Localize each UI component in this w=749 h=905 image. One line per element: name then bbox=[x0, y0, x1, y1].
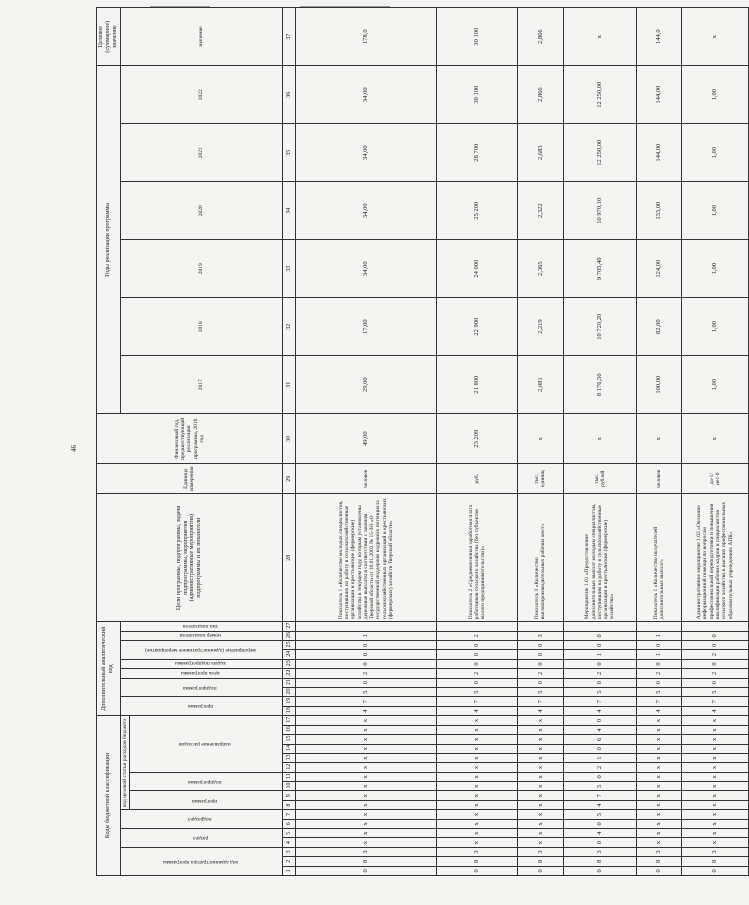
column-number: 36 bbox=[282, 66, 295, 124]
code-cell: 5 bbox=[563, 782, 636, 791]
unit-cell: человек bbox=[295, 464, 436, 494]
code-cell: х bbox=[517, 763, 563, 772]
target-value: 2,866 bbox=[517, 8, 563, 66]
previous-year-value: х bbox=[681, 414, 748, 464]
code-cell: 5 bbox=[517, 687, 563, 696]
code-cell: х bbox=[517, 810, 563, 819]
column-number: 29 bbox=[282, 464, 295, 494]
code-cell: х bbox=[436, 753, 517, 762]
year-value: 8 176,50 bbox=[563, 356, 636, 414]
year-2022-header: 2022 bbox=[120, 66, 282, 124]
year-value: 10 720,20 bbox=[563, 298, 636, 356]
code-cell: 0 bbox=[436, 866, 517, 875]
target-value: 178,0 bbox=[295, 8, 436, 66]
year-value: 21 800 bbox=[436, 356, 517, 414]
code-cell: х bbox=[681, 725, 748, 734]
column-number: 35 bbox=[282, 124, 295, 182]
year-value: 1,00 bbox=[681, 356, 748, 414]
code-cell: 4 bbox=[681, 706, 748, 715]
year-value: 2,081 bbox=[517, 356, 563, 414]
year-value: 124,00 bbox=[636, 240, 681, 298]
column-number: 25 bbox=[282, 641, 295, 650]
column-number-row bbox=[282, 8, 295, 876]
code-cell: 4 bbox=[436, 706, 517, 715]
code-cell: х bbox=[295, 782, 436, 791]
code-cell: 4 bbox=[295, 706, 436, 715]
indicator-type-header: тип показателя bbox=[120, 622, 282, 631]
indicator-name: Мероприятие 1.01 «Предоставление дополнительных выплат молодым специалистам, поступившим на работу в сельскохозяйственные организации и крестьянские (фермерские) хозяйства» bbox=[563, 494, 636, 622]
code-cell: х bbox=[517, 782, 563, 791]
code-cell: 2 bbox=[681, 669, 748, 678]
code-cell: х bbox=[295, 800, 436, 809]
year-value: 2,866 bbox=[517, 66, 563, 124]
table-row bbox=[563, 8, 636, 876]
scan-mark bbox=[150, 6, 210, 7]
code-cell: 0 bbox=[295, 659, 436, 668]
code-cell: 8 bbox=[563, 857, 636, 866]
code-cell: 0 bbox=[295, 866, 436, 875]
code-cell: 3 bbox=[563, 847, 636, 856]
code-cell: х bbox=[436, 800, 517, 809]
table-row bbox=[681, 8, 748, 876]
code-cell: х bbox=[517, 819, 563, 828]
code-cell: х bbox=[295, 753, 436, 762]
code-cell: 0 bbox=[563, 744, 636, 753]
column-number: 8 bbox=[282, 800, 295, 809]
code-cell: 0 bbox=[681, 641, 748, 650]
code-cell: х bbox=[681, 791, 748, 800]
target-value: 30 100 bbox=[436, 8, 517, 66]
code-cell: 0 bbox=[517, 659, 563, 668]
subsection-header: подраздел bbox=[120, 810, 282, 829]
code-cell: х bbox=[436, 829, 517, 838]
year-value: 144,00 bbox=[636, 66, 681, 124]
column-number: 33 bbox=[282, 240, 295, 298]
column-number: 34 bbox=[282, 182, 295, 240]
year-value: 34,00 bbox=[295, 240, 436, 298]
indicator-name: Показатель 2 «Среднемесячная заработная плата работников сельского хозяйства (без субъектов малого предпринимательства)» bbox=[436, 494, 517, 622]
year-2020-header: 2020 bbox=[120, 182, 282, 240]
table-row bbox=[295, 8, 436, 876]
code-cell: 2 bbox=[563, 669, 636, 678]
code-cell: х bbox=[295, 716, 436, 726]
code-cell: х bbox=[295, 838, 436, 847]
code-cell: 2 bbox=[636, 669, 681, 678]
year-value: 10 970,10 bbox=[563, 182, 636, 240]
previous-year-value: 49,00 bbox=[295, 414, 436, 464]
year-value: 9 705,40 bbox=[563, 240, 636, 298]
code-cell: х bbox=[681, 744, 748, 753]
column-number: 30 bbox=[282, 414, 295, 464]
code-cell: х bbox=[295, 744, 436, 753]
year-value: 1,00 bbox=[681, 182, 748, 240]
code-cell: 0 bbox=[563, 641, 636, 650]
column-number: 5 bbox=[282, 829, 295, 838]
code-cell: х bbox=[436, 810, 517, 819]
column-number: 32 bbox=[282, 298, 295, 356]
subprogram-code-header: подпрограмма bbox=[120, 678, 282, 697]
code-cell: 7 bbox=[563, 791, 636, 800]
code-cell: 0 bbox=[295, 650, 436, 659]
code-cell: х bbox=[436, 725, 517, 734]
year-value: 34,00 bbox=[295, 124, 436, 182]
column-number: 20 bbox=[282, 687, 295, 696]
column-number: 22 bbox=[282, 669, 295, 678]
code-cell: х bbox=[436, 782, 517, 791]
code-cell: 0 bbox=[681, 866, 748, 875]
code-cell: х bbox=[681, 735, 748, 744]
year-value: 2,683 bbox=[517, 124, 563, 182]
years-group-header: Годы реализации программы bbox=[97, 66, 121, 414]
code-cell: х bbox=[681, 772, 748, 781]
article-program-header: программа bbox=[129, 791, 282, 810]
indicator-name: Показатель 1 «Количество получателей дополнительных выплат» bbox=[636, 494, 681, 622]
code-cell: 0 bbox=[517, 650, 563, 659]
code-cell: 8 bbox=[517, 857, 563, 866]
code-cell: 1 bbox=[563, 753, 636, 762]
code-cell: 0 bbox=[563, 659, 636, 668]
year-value: 25 200 bbox=[436, 182, 517, 240]
year-value: 34,00 bbox=[295, 182, 436, 240]
code-cell: х bbox=[295, 819, 436, 828]
code-cell: 0 bbox=[295, 641, 436, 650]
code-cell bbox=[681, 622, 748, 631]
year-2019-header: 2019 bbox=[120, 240, 282, 298]
code-cell: х bbox=[295, 735, 436, 744]
code-cell: х bbox=[517, 772, 563, 781]
indicator-number-header: номер показателя bbox=[120, 631, 282, 640]
code-cell: 0 bbox=[563, 678, 636, 687]
code-cell: х bbox=[517, 735, 563, 744]
program-table-page bbox=[96, 20, 734, 876]
code-cell: 8 bbox=[681, 857, 748, 866]
code-cell: 3 bbox=[517, 847, 563, 856]
indicator-name: Административное мероприятие 1.02 «Оказание информационной помощи по вопросам профессиональной переподготовки и повышения квалификации рабочих кадров и специалистов сельского хозяйства в высших профессиональных образовательных учреждениях АПК» bbox=[681, 494, 748, 622]
table-row bbox=[636, 8, 681, 876]
code-cell: 5 bbox=[563, 687, 636, 696]
code-cell: 0 bbox=[636, 659, 681, 668]
column-number: 14 bbox=[282, 744, 295, 753]
code-cell: х bbox=[295, 763, 436, 772]
year-value: 28 700 bbox=[436, 124, 517, 182]
target-value: 144,0 bbox=[636, 8, 681, 66]
code-cell: 4 bbox=[563, 829, 636, 838]
code-cell: х bbox=[681, 829, 748, 838]
column-number: 3 bbox=[282, 847, 295, 856]
code-cell: х bbox=[436, 716, 517, 726]
column-number: 13 bbox=[282, 753, 295, 762]
code-cell: 8 bbox=[436, 857, 517, 866]
page-number: 46 bbox=[70, 445, 78, 452]
column-number: 24 bbox=[282, 650, 295, 659]
code-cell: 0 bbox=[563, 716, 636, 726]
year-value: 22 900 bbox=[436, 298, 517, 356]
code-cell: х bbox=[517, 800, 563, 809]
table-row bbox=[517, 8, 563, 876]
table-row bbox=[436, 8, 517, 876]
code-cell: х bbox=[636, 716, 681, 726]
year-value: 1,00 bbox=[681, 124, 748, 182]
code-cell: 0 bbox=[436, 650, 517, 659]
code-cell: 6 bbox=[563, 735, 636, 744]
code-cell: 2 bbox=[563, 763, 636, 772]
code-cell: х bbox=[517, 716, 563, 726]
column-number: 28 bbox=[282, 494, 295, 622]
unit-header: Единица измерения bbox=[97, 464, 283, 494]
code-cell: 7 bbox=[517, 697, 563, 706]
code-cell: 7 bbox=[636, 697, 681, 706]
code-cell: 5 bbox=[563, 810, 636, 819]
code-cell bbox=[563, 622, 636, 631]
code-cell bbox=[636, 622, 681, 631]
code-cell: 0 bbox=[436, 678, 517, 687]
code-cell: х bbox=[436, 763, 517, 772]
code-cell: 7 bbox=[681, 697, 748, 706]
code-cell: 3 bbox=[517, 631, 563, 640]
column-number: 10 bbox=[282, 782, 295, 791]
previous-year-value: х bbox=[517, 414, 563, 464]
column-number: 2 bbox=[282, 857, 295, 866]
column-number: 26 bbox=[282, 631, 295, 640]
code-cell: 0 bbox=[681, 678, 748, 687]
target-value: х bbox=[681, 8, 748, 66]
code-cell: х bbox=[636, 800, 681, 809]
column-number: 31 bbox=[282, 356, 295, 414]
column-number: 27 bbox=[282, 622, 295, 631]
code-cell: 0 bbox=[295, 678, 436, 687]
scan-mark bbox=[300, 6, 390, 7]
year-value: 82,00 bbox=[636, 298, 681, 356]
code-cell: х bbox=[517, 829, 563, 838]
indicator-name: Показатель 1 «Количество молодых специалистов, поступивших на работу в сельскохозяйственные организации и крестьянские (фермерские) хозяйства в текущем году, которым установлены денежные выплаты в соответствии с законом Тверской области от 10.01.2003 № 15-ЗО «О государственной поддержке кадрового потенциала сельскохозяйственных организаций и крестьянских (фермерских) хозяйств Тверской области» bbox=[295, 494, 436, 622]
year-value: 2,365 bbox=[517, 240, 563, 298]
year-value: 29,00 bbox=[295, 356, 436, 414]
target-article-header: код целевой статьи расходов бюджета bbox=[120, 716, 129, 810]
code-cell: х bbox=[636, 810, 681, 819]
code-cell: 4 bbox=[636, 706, 681, 715]
code-cell: х bbox=[517, 791, 563, 800]
code-cell: 4 bbox=[563, 706, 636, 715]
code-cell: 0 bbox=[636, 866, 681, 875]
code-cell: 0 bbox=[563, 772, 636, 781]
code-cell: 0 bbox=[636, 678, 681, 687]
code-cell: 3 bbox=[295, 847, 436, 856]
code-cell: 5 bbox=[681, 687, 748, 696]
year-value: 30 100 bbox=[436, 66, 517, 124]
target-header: Целевое (суммарное) значение bbox=[97, 8, 121, 66]
unit-cell: руб. bbox=[436, 464, 517, 494]
code-cell: х bbox=[636, 753, 681, 762]
code-cell: 5 bbox=[436, 687, 517, 696]
column-number: 4 bbox=[282, 838, 295, 847]
code-cell: 0 bbox=[563, 838, 636, 847]
previous-year-value: х bbox=[563, 414, 636, 464]
code-cell: 1 bbox=[563, 650, 636, 659]
year-value: 34,00 bbox=[295, 66, 436, 124]
code-cell: 2 bbox=[681, 650, 748, 659]
code-cell: х bbox=[681, 838, 748, 847]
code-cell: х bbox=[295, 725, 436, 734]
program-code-header: программа bbox=[120, 697, 282, 716]
column-number: 12 bbox=[282, 763, 295, 772]
year-2021-header: 2021 bbox=[120, 124, 282, 182]
target-value: х bbox=[563, 8, 636, 66]
code-cell: 0 bbox=[681, 631, 748, 640]
article-direction-header: направление расходов bbox=[129, 716, 282, 773]
previous-year-header: Финансовый год, предшествующий реализации программы, 2016 год bbox=[97, 414, 283, 464]
unit-cell: человек bbox=[636, 464, 681, 494]
code-cell: х bbox=[436, 744, 517, 753]
section-header: раздел bbox=[120, 829, 282, 848]
code-cell: 4 bbox=[563, 800, 636, 809]
code-cell: 2 bbox=[436, 631, 517, 640]
code-cell: х bbox=[681, 763, 748, 772]
year-value: 12 250,00 bbox=[563, 66, 636, 124]
column-number: 17 bbox=[282, 716, 295, 726]
code-cell: х bbox=[295, 829, 436, 838]
code-cell: х bbox=[636, 782, 681, 791]
code-cell: х bbox=[436, 772, 517, 781]
year-value: 2,322 bbox=[517, 182, 563, 240]
unit-cell: да-1/ нет-0 bbox=[681, 464, 748, 494]
indicator-name: Показатель 3 «Количество высокопроизводительных рабочих мест» bbox=[517, 494, 563, 622]
code-cell: х bbox=[681, 819, 748, 828]
code-cell: 7 bbox=[295, 697, 436, 706]
column-number: 16 bbox=[282, 725, 295, 734]
unit-cell: тыс. единиц bbox=[517, 464, 563, 494]
code-cell: 7 bbox=[436, 697, 517, 706]
column-number: 23 bbox=[282, 659, 295, 668]
code-cell: х bbox=[636, 829, 681, 838]
year-2018-header: 2018 bbox=[120, 298, 282, 356]
article-subprogram-header: подпрограмма bbox=[129, 772, 282, 791]
code-cell: х bbox=[436, 791, 517, 800]
column-number: 37 bbox=[282, 8, 295, 66]
code-cell: 4 bbox=[563, 725, 636, 734]
code-cell: 1 bbox=[636, 631, 681, 640]
code-cell: х bbox=[436, 838, 517, 847]
year-value: 100,00 bbox=[636, 356, 681, 414]
column-number: 21 bbox=[282, 678, 295, 687]
column-number: 6 bbox=[282, 819, 295, 828]
code-cell: 3 bbox=[681, 847, 748, 856]
admin-code-header: код администратора программы bbox=[120, 847, 282, 875]
column-number: 19 bbox=[282, 697, 295, 706]
code-cell: 8 bbox=[636, 857, 681, 866]
code-cell: 0 bbox=[436, 641, 517, 650]
code-cell: х bbox=[436, 819, 517, 828]
code-cell: 1 bbox=[636, 650, 681, 659]
code-cell: 7 bbox=[563, 697, 636, 706]
unit-cell: тыс. рублей bbox=[563, 464, 636, 494]
code-cell: 0 bbox=[517, 678, 563, 687]
code-cell: 0 bbox=[681, 659, 748, 668]
code-cell bbox=[295, 622, 436, 631]
year-value: 24 000 bbox=[436, 240, 517, 298]
code-cell: х bbox=[436, 735, 517, 744]
task-header: задача подпрограммы bbox=[120, 659, 282, 668]
code-cell: 2 bbox=[295, 669, 436, 678]
year-value: 12 250,00 bbox=[563, 124, 636, 182]
code-cell: 0 bbox=[636, 641, 681, 650]
mero-level-header: цель программы bbox=[120, 669, 282, 678]
code-cell: 0 bbox=[563, 819, 636, 828]
code-cell: 5 bbox=[295, 687, 436, 696]
code-cell: 0 bbox=[517, 641, 563, 650]
column-number: 7 bbox=[282, 810, 295, 819]
code-cell: х bbox=[636, 744, 681, 753]
code-cell: 2 bbox=[436, 669, 517, 678]
budget-classification-header: Коды бюджетной классификации bbox=[97, 716, 121, 876]
code-cell: х bbox=[681, 810, 748, 819]
code-cell: 0 bbox=[563, 866, 636, 875]
analytical-code-header: Дополнительный аналитический код bbox=[97, 622, 121, 716]
year-value: 1,00 bbox=[681, 66, 748, 124]
code-cell bbox=[517, 622, 563, 631]
code-cell: х bbox=[681, 716, 748, 726]
code-cell: х bbox=[636, 791, 681, 800]
column-number: 1 bbox=[282, 866, 295, 875]
code-cell: х bbox=[517, 753, 563, 762]
year-value: 17,00 bbox=[295, 298, 436, 356]
code-cell: 0 bbox=[436, 659, 517, 668]
column-number: 18 bbox=[282, 706, 295, 715]
code-cell: х bbox=[636, 772, 681, 781]
code-cell: х bbox=[636, 838, 681, 847]
code-cell: х bbox=[517, 725, 563, 734]
target-value-header: значение bbox=[120, 8, 282, 66]
code-cell: х bbox=[681, 753, 748, 762]
code-cell: х bbox=[295, 791, 436, 800]
event-header: мероприятие (административное мероприятие) bbox=[120, 641, 282, 660]
code-cell: 4 bbox=[517, 706, 563, 715]
code-cell: 2 bbox=[517, 669, 563, 678]
code-cell: х bbox=[636, 819, 681, 828]
previous-year-value: х bbox=[636, 414, 681, 464]
code-cell: 3 bbox=[636, 847, 681, 856]
year-value: 1,00 bbox=[681, 298, 748, 356]
year-2017-header: 2017 bbox=[120, 356, 282, 414]
code-cell: х bbox=[295, 810, 436, 819]
code-cell: х bbox=[517, 838, 563, 847]
code-cell: х bbox=[681, 800, 748, 809]
code-cell: 8 bbox=[295, 857, 436, 866]
code-cell: 3 bbox=[436, 847, 517, 856]
year-value: 144,00 bbox=[636, 124, 681, 182]
code-cell: х bbox=[681, 782, 748, 791]
previous-year-value: 23 209 bbox=[436, 414, 517, 464]
column-number: 9 bbox=[282, 791, 295, 800]
program-name-header: Цели программы, подпрограммы, задачи подпрограммы, мероприятия (административные мероприятия) подпрограммы и их показатели bbox=[97, 494, 283, 622]
column-number: 15 bbox=[282, 735, 295, 744]
column-number: 11 bbox=[282, 772, 295, 781]
year-value: 2,219 bbox=[517, 298, 563, 356]
program-indicators-table bbox=[96, 7, 749, 876]
code-cell: х bbox=[636, 763, 681, 772]
code-cell: х bbox=[517, 744, 563, 753]
code-cell: 0 bbox=[563, 631, 636, 640]
code-cell: 0 bbox=[517, 866, 563, 875]
code-cell bbox=[436, 622, 517, 631]
code-cell: х bbox=[636, 725, 681, 734]
code-cell: 1 bbox=[295, 631, 436, 640]
code-cell: 5 bbox=[636, 687, 681, 696]
year-value: 1,00 bbox=[681, 240, 748, 298]
year-value: 133,00 bbox=[636, 182, 681, 240]
code-cell: х bbox=[636, 735, 681, 744]
code-cell: х bbox=[295, 772, 436, 781]
